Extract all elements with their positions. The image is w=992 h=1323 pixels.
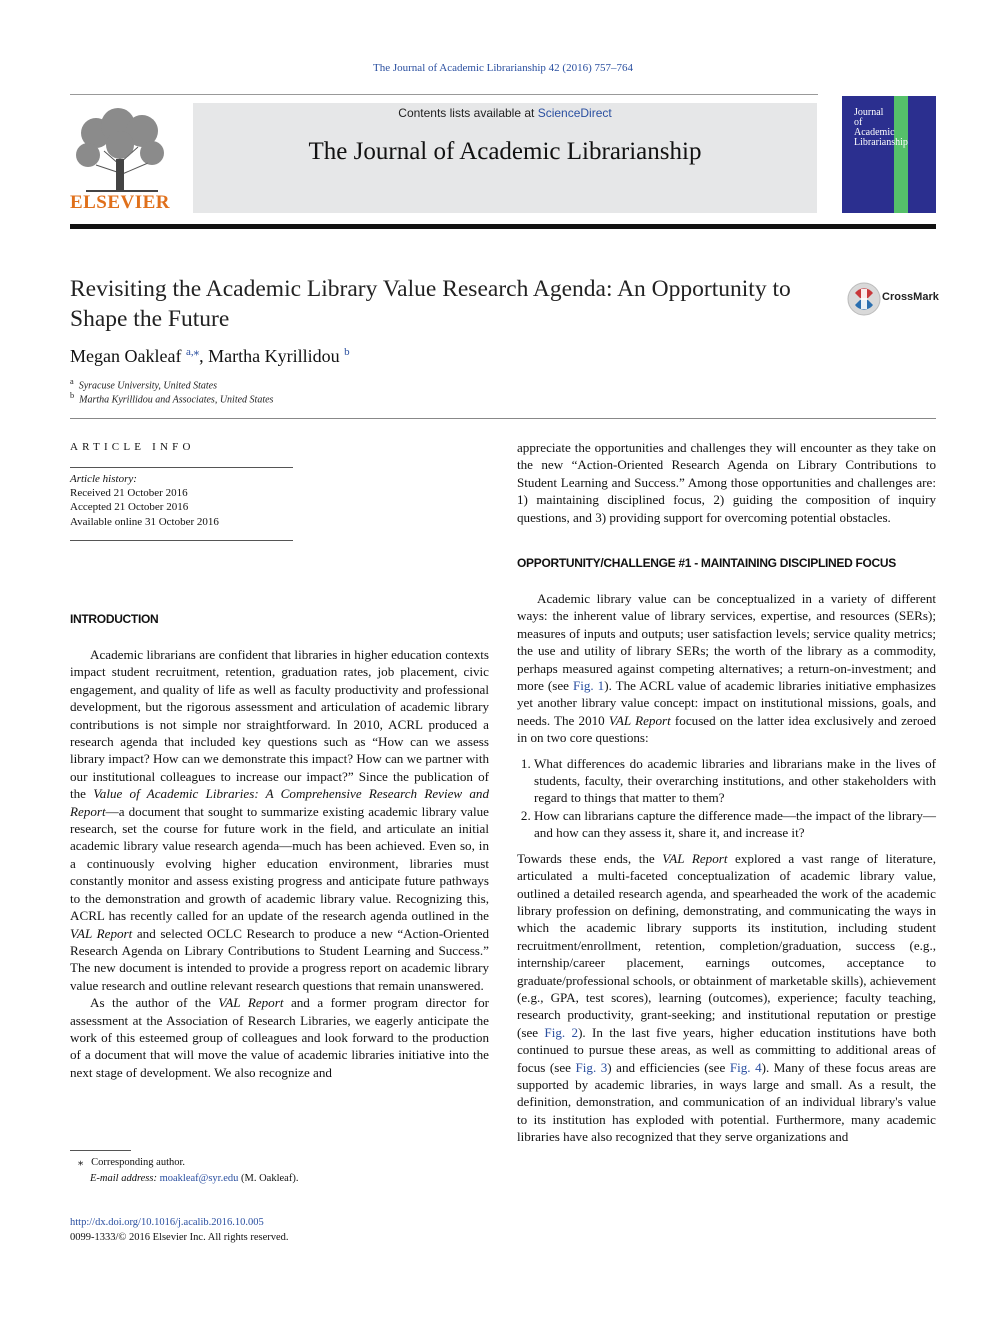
history-accepted: Accepted 21 October 2016: [70, 501, 189, 514]
section-heading: OPPORTUNITY/CHALLENGE #1 - MAINTAINING DISCIPLINED FOCUS: [517, 556, 896, 570]
cover-title-line: Librarianship: [854, 137, 908, 148]
paragraph: [517, 850, 936, 1146]
right-column-intro: [517, 439, 936, 526]
article-history: [70, 472, 219, 529]
question-item: 1. What differences do academic libraries and librarians make in the lives of students, faculty, their overarching institutions, and other stakeholders with regard to things that matter to them?: [534, 755, 936, 807]
journal-cover-thumbnail[interactable]: [842, 96, 936, 213]
italic-run: VAL Report: [608, 712, 671, 728]
paragraph: [517, 590, 936, 747]
article-info-rule: [70, 467, 293, 468]
text-run: ). Many of these focus areas are supported by academic libraries, in ways large and small. As a result, the definition, demonstration, and communication of an individual library's value to its institution has exploded with potential. Furthermore, many academic libraries have also recognized that they serve organizations and: [517, 1059, 936, 1145]
text-run: ). The ACRL value of academic libraries initiative emphasizes yet another library value concept: impact on institutional missions, goals, and needs. The 2010: [517, 678, 936, 728]
email-label: E-mail address:: [90, 1172, 160, 1184]
text-run: —a document that sought to summarize existing academic library value research, set the course for future work in the field, and articulate an initial academic library value research agenda—much has been achieved. Even so, in a continuously evolving higher education environment, libraries must constantly monitor and assess existing progress and anticipate future pathways to the demonstration and growth of academic library value. Recognizing this, ACRL has recently called for an update of the research agenda outlined in the: [70, 803, 489, 924]
author-affil-marker[interactable]: b: [344, 346, 350, 358]
paragraph: [70, 994, 489, 1081]
author-affil-marker[interactable]: a,: [185, 346, 194, 358]
footnote-text: Corresponding author.: [91, 1157, 186, 1168]
history-received: Received 21 October 2016: [70, 487, 188, 500]
email-link[interactable]: moakleaf@syr.edu: [159, 1172, 239, 1184]
footnote-marker: ⁎: [78, 1157, 84, 1168]
text-run: Academic librarians are confident that libraries in higher education contexts impact student recruitment, retention, graduation rates, job placement, civic engagement, and quality of life as well as faculty productivity and professional development, but the rigorous assessment and articulation of academic library contributions is not simple nor straightforward. In 2010, ACRL produced a research agenda that included key questions such as “How can we assess library impact? How can we demonstrate this impact? How can we partner with our institutional colleagues to increase our impact?” Since the publication of the: [70, 647, 489, 802]
paragraph: [70, 646, 489, 994]
figure-link[interactable]: Fig. 1: [572, 678, 605, 694]
author-name[interactable]: Martha Kyrillidou: [208, 346, 340, 366]
figure-link[interactable]: Fig. 3: [575, 1059, 608, 1075]
article-info-heading: ARTICLE INFO: [70, 441, 195, 453]
header-divider: [70, 94, 818, 95]
email-note: [70, 1171, 298, 1187]
affil-marker: a: [70, 377, 74, 386]
text-run: and a former program director for assessment at the Association of Research Libraries, we eagerly anticipate the work of this esteemed group of colleagues and look forward to the production of a document that will move the value of academic libraries initiative into the next stage of development. We also recognize and: [70, 995, 489, 1080]
sciencedirect-link[interactable]: ScienceDirect: [537, 106, 612, 120]
cover-title-line: Journal: [854, 107, 884, 118]
text-run: Towards these ends, the: [517, 850, 663, 866]
history-label: Article history:: [70, 473, 137, 485]
question-item: 2. How can librarians capture the difference made—the impact of the library—and how can they assess it, share it, and increase it?: [534, 807, 936, 842]
text-run: explored a vast range of literature, articulated a multi-faceted conceptualization of academic library value, outlined a detailed research agenda, and spearheaded the work of the academic library profession on defining, demonstrating, and communicating the ways in which the academic library supports its institution, including student recruitment/enrollment, retention, completion/graduation, success (e.g., internship/career placement, earnings outcomes, acceptance to graduate/professional schools, or obtainment of marketable skills), achievement (e.g., GPA, test scores), learning (outcomes), experience; faculty teaching, research productivity, grant-seeking; and institutional reputation or prestige (see: [517, 850, 936, 1040]
left-column-body: [70, 646, 489, 1081]
italic-run: VAL Report: [218, 995, 284, 1011]
italic-run: VAL Report: [662, 850, 728, 866]
figure-link[interactable]: Fig. 4: [729, 1059, 762, 1075]
cover-title: [854, 108, 908, 148]
text-run: focused on the latter idea exclusively and zeroed in on two core questions:: [517, 712, 936, 746]
text-run: ) and efficiencies (see: [607, 1059, 730, 1075]
history-online: Available online 31 October 2016: [70, 515, 219, 528]
italic-run: Value of Academic Libraries: A Comprehensive Research Review and Report: [70, 786, 489, 819]
affiliation-b: [70, 391, 273, 405]
author-separator: ,: [199, 346, 209, 366]
author-list: [70, 345, 350, 367]
section-heading: INTRODUCTION: [70, 612, 159, 626]
header-thick-rule: [70, 224, 936, 229]
crossmark-label[interactable]: CrossMark: [882, 291, 939, 303]
right-column-body: [517, 590, 936, 1146]
cover-title-line: Academic: [854, 127, 895, 138]
corresponding-note: [70, 1155, 298, 1171]
question-list: [517, 755, 936, 842]
contents-line: [193, 106, 817, 120]
text-run: and selected OCLC Research to produce a new “Action-Oriented Research Agenda on Library Contributions to Student Learning and Success.” The new document is intended to provide a progress report on academic library value research and outline relevant research questions that remain unanswered.: [70, 925, 489, 993]
figure-link[interactable]: Fig. 2: [544, 1024, 579, 1040]
affil-text: Syracuse University, United States: [78, 380, 218, 392]
italic-run: VAL Report: [70, 925, 133, 941]
article-info-rule: [70, 540, 293, 541]
paragraph: appreciate the opportunities and challenges they will encounter as they take on the new “Action-Oriented Research Agenda on Library Contributions to Student Learning and Success.” Among those opportunities and challenges are: 1) maintaining disciplined focus, 2) guiding the composition of inquiry questions, and 3) providing support for overcoming potential obstacles.: [517, 440, 936, 525]
footnote-rule: [70, 1150, 131, 1151]
text-run: ). In the last five years, higher education institutions have both continued to pursue these areas, as well as committing to additional areas of focus (see: [517, 1024, 937, 1075]
text-run: Academic library value can be conceptualized in a variety of different ways: the inherent value of library services, expertise, and resources (SERs); measures of inputs and outputs; user satisfaction levels; service quality metrics; the use and utility of library SERs; the worth of the library as a commodity, perhaps measured against competing alternatives; a return-on-investment; and more (see: [517, 591, 936, 694]
journal-title[interactable]: The Journal of Academic Librarianship: [308, 138, 702, 165]
author-name[interactable]: Megan Oakleaf: [70, 346, 182, 366]
email-suffix: (M. Oakleaf).: [238, 1172, 299, 1184]
title-divider: [70, 418, 936, 419]
doi-link[interactable]: http://dx.doi.org/10.1016/j.acalib.2016.10.005: [70, 1217, 264, 1228]
article-title: Revisiting the Academic Library Value Research Agenda: An Opportunity to Shape the Future: [70, 276, 791, 332]
text-run: As the author of the: [90, 995, 219, 1011]
publisher-wordmark: ELSEVIER: [69, 192, 171, 213]
corresponding-marker[interactable]: ⁎: [193, 346, 200, 358]
contents-prefix: Contents lists available at: [398, 106, 538, 120]
article-footer: [70, 1215, 289, 1245]
affil-text: Martha Kyrillidou and Associates, United States: [79, 394, 274, 406]
affiliation-a: [70, 377, 217, 391]
copyright: 0099-1333/© 2016 Elsevier Inc. All rights reserved.: [70, 1232, 289, 1243]
cover-title-line: of: [854, 117, 863, 128]
footnote: [70, 1155, 298, 1186]
journal-citation[interactable]: The Journal of Academic Librarianship 42 (2016) 757–764: [373, 62, 633, 74]
affil-marker: b: [70, 391, 75, 400]
